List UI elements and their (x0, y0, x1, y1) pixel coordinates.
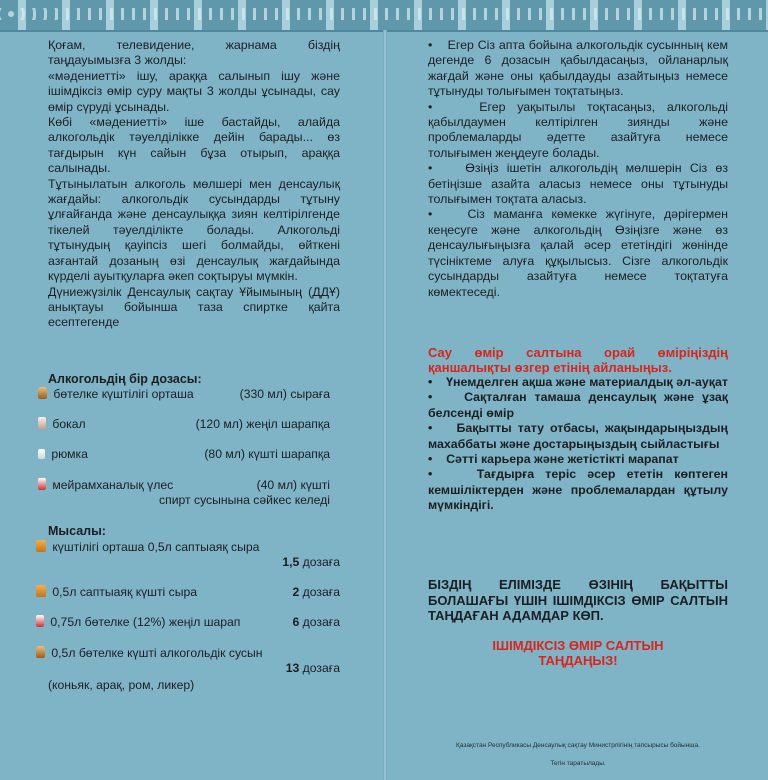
shot-glass-icon (38, 449, 45, 459)
healthy-title: Сау өмір салтына орай өміріңіздің қаншалықты өзгер етінің айланыңыз. (428, 345, 728, 375)
healthy-section (428, 345, 728, 514)
dose-row (38, 417, 330, 432)
dose-number: 6 (292, 615, 300, 629)
dose-item: бокал (52, 417, 86, 431)
dose-amount: (40 мл) күшті (256, 478, 330, 492)
right-panel (428, 38, 728, 300)
advice-bullet: • Өзіңіз ішетін алкогольдің мөлшерін Сіз өз бетіңізше азайта аласыз немесе оны тұтынуды толығымен тоқтата аласыз. (428, 161, 728, 207)
dose-unit: дозаға (302, 615, 340, 629)
cocktail-glass-icon (38, 478, 46, 490)
dose-item: мейрамханалық үлес (52, 478, 174, 492)
example-row (36, 646, 340, 661)
dose-unit: дозаға (302, 555, 340, 569)
footer-sponsor: Қазақстан Республикасы Денсаулық сақтау Министрлігінің тапсырысы бойынша. (456, 742, 700, 749)
beer-mug-icon (36, 585, 46, 597)
example-dose (36, 661, 340, 676)
dose-number: 2 (292, 585, 300, 599)
who-paragraph: Дүниежүзілік Денсаулық сақтау Ұйымының (ДДҰ) анықтауы бойынша таза спиртке қайта есептегенде (48, 284, 340, 330)
example-row (36, 540, 340, 555)
call-to-action: ІШІМДІКСІЗ ӨМІР САЛТЫН ТАҢДАҢЫЗ! (492, 638, 664, 668)
liquor-bottle-icon (36, 646, 45, 658)
call-block (428, 638, 728, 668)
example-dose (36, 555, 340, 570)
consumption-paragraph: Тұтынылатын алкоголь мөлшері мен денсаулық жағдайы: алкогольдік сусындарды тұтыну ұлғайғанда және денсаулыққа зиян келтірілгенде тікелей тәуелділікте болады. Алкогольді тұтынудың қауіпсіз шегі болмайды, өйткені азғантай дозаның өзі денсаулық жағдайында күрделі ауытқуларға әкеп соқтыруы мүмкін. (48, 176, 340, 284)
healthy-bullet: • Үнемделген ақша және материалдық әл-ауқат (428, 375, 728, 389)
page-fold (383, 30, 387, 780)
dose-title: Алкогольдің бір дозасы: (48, 372, 202, 386)
example-row (36, 585, 340, 600)
beer-mug-icon (36, 540, 46, 552)
dose-amount: (80 мл) күшті шарапқа (204, 447, 330, 461)
example-text: 0,5л бөтелке күшті алкогольдік сусын (51, 646, 263, 660)
ornament-border (0, 0, 768, 32)
advice-bullet: • Сіз маманға көмекке жүгінуге, дәрігермен кеңесуге және алкогольдің Өзіңізге және өз денсаулығыңызға қалай әсер ететіндігі жөнінде түсініктеме алуға құқылысыз. Сізге алкогольдік сусындарды азайтуға немесе тоқтатуға көмектеседі. (428, 207, 728, 299)
dose-unit: дозаға (302, 585, 340, 599)
healthy-bullet: • Сәтті карьера және жетістікті марапат (428, 452, 679, 467)
advice-bullet: • Егер уақытылы тоқтасаңыз, алкогольді қабылдаумен келтірілген зиянды және проблемаларды әдетте азайтуға немесе толығымен жеңдеуге болады. (428, 99, 728, 160)
examples-section (48, 524, 340, 538)
dose-row (38, 447, 330, 462)
left-panel (48, 38, 340, 331)
dose-item: бөтелке күштілігі орташа (53, 387, 194, 401)
dose-row (38, 478, 330, 493)
example-row (36, 615, 340, 630)
healthy-bullet: • Сақталған тамаша денсаулық және ұзақ белсенді өмір (428, 390, 728, 420)
example-text: 0,5л саптыаяқ күшті сыра (52, 585, 198, 599)
intro-line-2: «мәдениетті» ішу, араққа салынып ішу және ішімдіксіз өмір суру мақты 3 жолды ұсынады, сау өмір сүруді ұсынады. (48, 68, 340, 114)
dose-number: 13 (285, 661, 300, 675)
healthy-bullet: • Бақытты тату отбасы, жақындарыңыздың махаббаты және достарыңыздың сыйластығы (428, 421, 728, 451)
dose-amount: (120 мл) жеңіл шарапқа (195, 417, 330, 431)
wine-glass-icon (38, 417, 46, 429)
statement-block (428, 577, 728, 624)
dose-section (48, 372, 340, 386)
main-statement: БІЗДІҢ ЕЛІМІЗДЕ ӨЗІНІҢ БАҚЫТТЫ БОЛАШАҒЫ ҮШІН ІШІМДІКСІЗ ӨМІР САЛТЫН ТАҢДАҒАН АДАМДАР КӨП. (428, 577, 728, 623)
footer-free: Тегін таратылады. (550, 760, 606, 767)
dose-unit: дозаға (302, 661, 340, 675)
dose-number: 1,5 (282, 555, 300, 569)
intro-line-1: Қоғам, телевидение, жарнама біздің таңдауымызға 3 жолды: (48, 38, 340, 68)
dose-row (38, 387, 330, 402)
healthy-bullet: • Тағдырға теріс әсер ететін көптеген кемшіліктерден және проблемалардан құтылу мүмкіндігі. (428, 467, 728, 513)
examples-note: (коньяк, арақ, ром, ликер) (48, 678, 195, 692)
examples-title: Мысалы: (48, 524, 106, 538)
dose-amount: (330 мл) сыраға (239, 387, 330, 401)
wine-bottle-icon (36, 615, 44, 627)
beer-bottle-icon (38, 387, 47, 399)
dose-item: рюмка (51, 447, 88, 461)
advice-bullet: • Егер Сіз апта бойына алкогольдік сусынның кем дегенде 6 дозасын қабылдасаңыз, ойланарлық жағдай және оны қабылдауды азайтыңыз немесе тұтынуды толығымен тоқтатыңыз. (428, 38, 728, 99)
intro-line-3: Көбі «мәдениетті» іше бастайды, алайда алкогольдік тәуелділікке дейін барады... өз тағдырын күн сайын бұза отырып, араққа салынады. (48, 115, 340, 176)
example-text: күштілігі орташа 0,5л саптыаяқ сыра (52, 540, 260, 554)
example-text: 0,75л бөтелке (12%) жеңіл шарап (50, 615, 241, 629)
dose-extra: спирт сусынына сәйкес келеді (159, 493, 330, 507)
